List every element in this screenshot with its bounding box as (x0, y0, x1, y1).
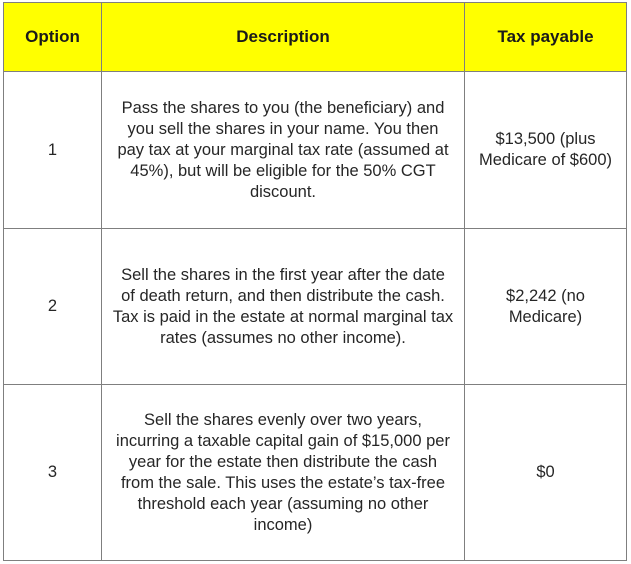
table-row (4, 385, 627, 561)
header-tax-payable: Tax payable (465, 3, 627, 72)
table-header (4, 3, 627, 72)
table-body (4, 72, 627, 561)
header-row (4, 3, 627, 72)
header-description: Description (102, 3, 465, 72)
description-cell: Sell the shares in the first year after the date of death return, and then distribute the cash. Tax is paid in the estate at normal marginal tax rates (assumes no other income). (102, 229, 465, 385)
description-cell: Pass the shares to you (the beneficiary) and you sell the shares in your name. You then pay tax at your marginal tax rate (assumed at 45%), but will be eligible for the 50% CGT discount. (102, 72, 465, 229)
tax-payable-cell: $13,500 (plus Medicare of $600) (465, 72, 627, 229)
option-cell: 3 (4, 385, 102, 561)
option-cell: 1 (4, 72, 102, 229)
table-row (4, 72, 627, 229)
header-option: Option (4, 3, 102, 72)
tax-payable-cell: $0 (465, 385, 627, 561)
tax-payable-cell: $2,242 (no Medicare) (465, 229, 627, 385)
description-cell: Sell the shares evenly over two years, incurring a taxable capital gain of $15,000 per year for the estate then distribute the cash from the sale. This uses the estate’s tax-free threshold each year (assuming no other income) (102, 385, 465, 561)
option-cell: 2 (4, 229, 102, 385)
table-row (4, 229, 627, 385)
tax-options-table (3, 2, 627, 561)
